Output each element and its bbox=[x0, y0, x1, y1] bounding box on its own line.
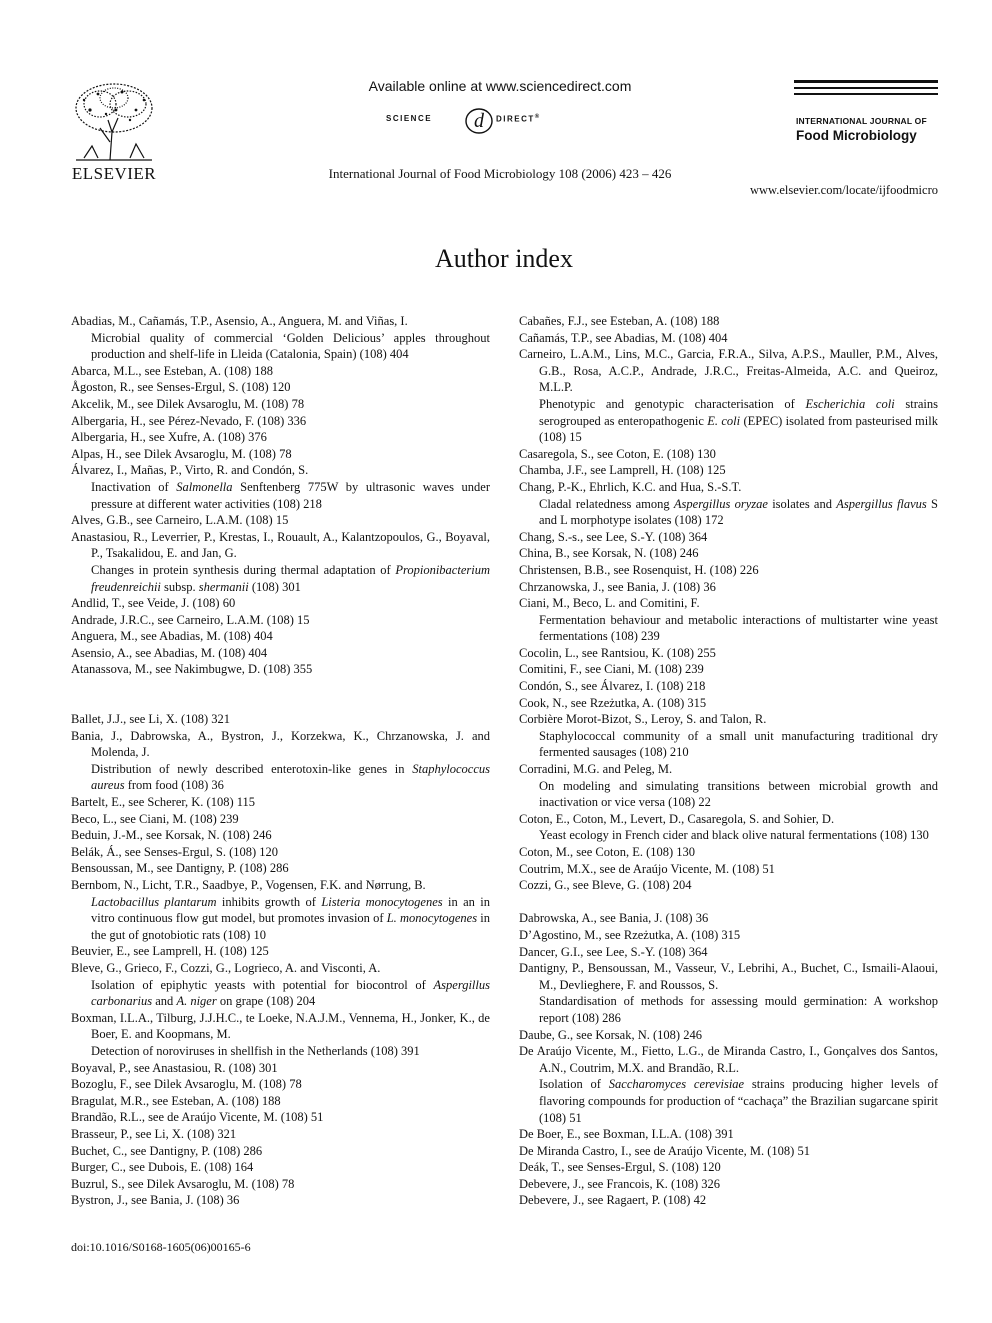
entry-authors: Brandão, R.L., see de Araújo Vicente, M. (108) 51 bbox=[71, 1110, 324, 1125]
index-entry bbox=[519, 330, 938, 347]
index-entry bbox=[519, 960, 938, 1026]
index-entry bbox=[519, 910, 938, 927]
entry-authors: De Boer, E., see Boxman, I.L.A. (108) 391 bbox=[519, 1127, 734, 1142]
header-rule-top bbox=[794, 80, 938, 83]
index-entry bbox=[71, 612, 490, 629]
index-entry bbox=[71, 811, 490, 828]
index-entry bbox=[71, 711, 490, 728]
index-entry bbox=[71, 462, 490, 512]
entry-authors: Chrzanowska, J., see Bania, J. (108) 36 bbox=[519, 579, 716, 594]
index-entry bbox=[519, 695, 938, 712]
svg-text:d: d bbox=[474, 110, 484, 132]
index-entry bbox=[71, 446, 490, 463]
entry-authors: Bozoglu, F., see Dilek Avsaroglu, M. (108) 78 bbox=[71, 1077, 302, 1092]
entry-authors: Cocolin, L., see Rantsiou, K. (108) 255 bbox=[519, 645, 716, 660]
entry-authors: Coton, E., Coton, M., Levert, D., Casaregola, S. and Sohier, D. bbox=[519, 811, 835, 826]
entry-authors: Anastasiou, R., Leverrier, P., Krestas, I., Rouault, A., Kalantzopoulos, G., Boyaval, P., Tsakalidou, E. and Jan, G. bbox=[71, 529, 490, 561]
index-entry bbox=[71, 1076, 490, 1093]
entry-authors: Bania, J., Dabrowska, A., Bystron, J., Korzekwa, K., Chrzanowska, J. and Molenda, J. bbox=[71, 728, 490, 760]
entry-authors: Beuvier, E., see Lamprell, H. (108) 125 bbox=[71, 944, 269, 959]
index-entry bbox=[71, 396, 490, 413]
entry-authors: Asensio, A., see Abadias, M. (108) 404 bbox=[71, 645, 268, 660]
journal-name-line1: INTERNATIONAL JOURNAL OF bbox=[796, 116, 927, 126]
sciencedirect-logo bbox=[386, 102, 576, 138]
entry-authors: De Miranda Castro, I., see de Araújo Vicente, M. (108) 51 bbox=[519, 1143, 810, 1158]
entry-authors: Anguera, M., see Abadias, M. (108) 404 bbox=[71, 629, 273, 644]
entry-authors: Atanassova, M., see Nakimbugwe, D. (108) 355 bbox=[71, 662, 313, 677]
elsevier-wordmark: ELSEVIER bbox=[71, 164, 157, 183]
entry-authors: Alves, G.B., see Carneiro, L.A.M. (108) 15 bbox=[71, 513, 289, 528]
entry-authors: Cozzi, G., see Bleve, G. (108) 204 bbox=[519, 878, 692, 893]
entry-authors: Condón, S., see Álvarez, I. (108) 218 bbox=[519, 679, 706, 694]
index-entry bbox=[519, 545, 938, 562]
entry-title: Fermentation behaviour and metabolic interactions of multistarter wine yeast fermentations (108) 239 bbox=[539, 612, 938, 644]
entry-authors: Ågoston, R., see Senses-Ergul, S. (108) 120 bbox=[71, 380, 291, 395]
index-entry bbox=[519, 1027, 938, 1044]
entry-title: Distribution of newly described enterotoxin-like genes in Staphylococcus aureus from food (108) 36 bbox=[91, 761, 490, 793]
index-entry bbox=[519, 579, 938, 596]
entry-title: Staphylococcal community of a small unit manufacturing traditional dry fermented sausages (108) 210 bbox=[539, 728, 938, 760]
index-entry bbox=[71, 877, 490, 943]
entry-authors: Bystron, J., see Bania, J. (108) 36 bbox=[71, 1193, 240, 1208]
entry-authors: Daube, G., see Korsak, N. (108) 246 bbox=[519, 1027, 702, 1042]
entry-title: Yeast ecology in French cider and black olive natural fermentations (108) 130 bbox=[539, 828, 929, 843]
entry-authors: Burger, C., see Dubois, E. (108) 164 bbox=[71, 1160, 254, 1175]
index-entry bbox=[519, 1143, 938, 1160]
entry-title: On modeling and simulating transitions between microbial growth and inactivation or vice versa (108) 22 bbox=[539, 778, 938, 810]
entry-authors: Bragulat, M.R., see Esteban, A. (108) 188 bbox=[71, 1093, 281, 1108]
index-entry bbox=[71, 379, 490, 396]
entry-authors: D’Agostino, M., see Rzeżutka, A. (108) 315 bbox=[519, 927, 741, 942]
index-entry bbox=[519, 877, 938, 894]
entry-authors: Albergaria, H., see Xufre, A. (108) 376 bbox=[71, 430, 267, 445]
entry-authors: Bartelt, E., see Scherer, K. (108) 115 bbox=[71, 795, 256, 810]
entry-title: Inactivation of Salmonella Senftenberg 775W by ultrasonic waves under pressure at different water activities (108) 218 bbox=[91, 479, 490, 511]
sciencedirect-left-word: SCIENCE bbox=[386, 114, 433, 123]
index-entry bbox=[71, 1176, 490, 1193]
journal-url[interactable]: www.elsevier.com/locate/ijfoodmicro bbox=[749, 183, 938, 197]
entry-authors: Debevere, J., see Ragaert, P. (108) 42 bbox=[519, 1193, 707, 1208]
entry-authors: Boyaval, P., see Anastasiou, R. (108) 301 bbox=[71, 1060, 278, 1075]
index-entry bbox=[71, 363, 490, 380]
entry-title: Changes in protein synthesis during thermal adaptation of Propionibacterium freudenreichii subsp. shermanii (108) 301 bbox=[91, 562, 490, 594]
entry-title: Isolation of epiphytic yeasts with potential for biocontrol of Aspergillus carbonarius and A. niger on grape (108) 204 bbox=[91, 977, 490, 1009]
entry-authors: Beco, L., see Ciani, M. (108) 239 bbox=[71, 811, 239, 826]
index-entry bbox=[519, 529, 938, 546]
index-entry bbox=[71, 794, 490, 811]
entry-authors: Comitini, F., see Ciani, M. (108) 239 bbox=[519, 662, 704, 677]
entry-title: Standardisation of methods for assessing mould germination: A workshop report (108) 286 bbox=[539, 994, 938, 1025]
entry-authors: Ciani, M., Beco, L. and Comitini, F. bbox=[519, 596, 700, 611]
entry-authors: Chang, P.-K., Ehrlich, K.C. and Hua, S.-S.T. bbox=[519, 479, 742, 494]
index-entry bbox=[71, 512, 490, 529]
letter-group-spacer bbox=[519, 894, 938, 911]
index-entry bbox=[71, 1109, 490, 1126]
letter-group-spacer bbox=[71, 678, 490, 711]
entry-authors: Ballet, J.J., see Li, X. (108) 321 bbox=[71, 712, 231, 727]
entry-title: Isolation of Saccharomyces cerevisiae strains producing higher levels of flavoring compounds for production of “cachaça” the Brazilian sugarcane spirit (108) 51 bbox=[539, 1077, 939, 1125]
index-entry bbox=[71, 827, 490, 844]
entry-authors: Debevere, J., see Francois, K. (108) 326 bbox=[519, 1176, 720, 1191]
entry-authors: Albergaria, H., see Pérez-Nevado, F. (108) 336 bbox=[71, 413, 307, 428]
index-entry bbox=[519, 661, 938, 678]
index-entry bbox=[71, 960, 490, 1010]
index-entry bbox=[519, 861, 938, 878]
page-title: Author index bbox=[435, 244, 573, 273]
journal-citation: International Journal of Food Microbiology 108 (2006) 423 – 426 bbox=[328, 166, 672, 181]
entry-authors: Andrade, J.R.C., see Carneiro, L.A.M. (108) 15 bbox=[71, 612, 310, 627]
registered-mark: ® bbox=[534, 114, 541, 120]
entry-authors: Belák, Á., see Senses-Ergul, S. (108) 120 bbox=[71, 844, 279, 859]
doi: doi:10.1016/S0168-1605(06)00165-6 bbox=[71, 1240, 251, 1254]
entry-authors: Coutrim, M.X., see de Araújo Vicente, M. (108) 51 bbox=[519, 861, 775, 876]
index-entry bbox=[519, 446, 938, 463]
entry-title: Phenotypic and genotypic characterisation of Escherichia coli strains serogrouped as enteropathogenic E. coli (EPEC) isolated from pasteurised milk (108) 15 bbox=[539, 396, 939, 445]
entry-authors: Álvarez, I., Mañas, P., Virto, R. and Condón, S. bbox=[71, 463, 309, 478]
entry-authors: Abarca, M.L., see Esteban, A. (108) 188 bbox=[71, 363, 274, 378]
index-entry bbox=[519, 761, 938, 811]
entry-authors: Andlid, T., see Veide, J. (108) 60 bbox=[71, 596, 236, 611]
index-entry bbox=[71, 429, 490, 446]
entry-authors: De Araújo Vicente, M., Fietto, L.G., de Miranda Castro, I., Gonçalves dos Santos, A.N., Coutrim, M.X. and Brandão, R.L. bbox=[519, 1044, 938, 1075]
index-entry bbox=[519, 462, 938, 479]
sciencedirect-at-icon bbox=[462, 102, 496, 138]
index-entry bbox=[71, 1060, 490, 1077]
entry-authors: Cabañes, F.J., see Esteban, A. (108) 188 bbox=[519, 314, 720, 328]
index-entry bbox=[71, 1192, 490, 1209]
entry-authors: Casaregola, S., see Coton, E. (108) 130 bbox=[519, 446, 716, 461]
index-entry bbox=[71, 1159, 490, 1176]
index-entry bbox=[519, 346, 938, 446]
index-entry bbox=[71, 661, 490, 678]
entry-authors: Chamba, J.F., see Lamprell, H. (108) 125 bbox=[519, 463, 726, 478]
available-online-text: Available online at www.sciencedirect.com bbox=[368, 78, 632, 94]
index-entry bbox=[71, 1143, 490, 1160]
elsevier-logo bbox=[66, 80, 162, 184]
entry-authors: Brasseur, P., see Li, X. (108) 321 bbox=[71, 1126, 237, 1141]
entry-title: Lactobacillus plantarum inhibits growth of Listeria monocytogenes in an in vitro continuous flow gut model, but promotes invasion of L. monocytogenes in the gut of gnotobiotic rats (108) 10 bbox=[91, 894, 490, 942]
index-entry bbox=[519, 645, 938, 662]
index-entry bbox=[71, 943, 490, 960]
entry-authors: Deák, T., see Senses-Ergul, S. (108) 120 bbox=[519, 1160, 721, 1175]
entry-title: Microbial quality of commercial ‘Golden Delicious’ apples throughout production and shelf-life in Lleida (Catalonia, Spain) (108) 404 bbox=[91, 330, 490, 362]
entry-authors: Buchet, C., see Dantigny, P. (108) 286 bbox=[71, 1143, 263, 1158]
entry-authors: Carneiro, L.A.M., Lins, M.C., Garcia, F.R.A., Silva, A.P.S., Mauller, P.M., Alves, G.B., Rosa, A.C.P., Andrade, J.R.C., Freitas-Almeida, A.C. and Queiroz, M.L.P. bbox=[519, 347, 938, 395]
entry-authors: Alpas, H., see Dilek Avsaroglu, M. (108) 78 bbox=[71, 446, 292, 461]
index-entry bbox=[71, 1126, 490, 1143]
index-entry bbox=[71, 1010, 490, 1060]
entry-authors: China, B., see Korsak, N. (108) 246 bbox=[519, 546, 699, 561]
tree-icon bbox=[70, 80, 158, 162]
header-rule-2 bbox=[794, 87, 938, 89]
index-entry bbox=[71, 313, 490, 363]
entry-authors: Christensen, B.B., see Rosenquist, H. (108) 226 bbox=[519, 562, 759, 577]
entry-authors: Bleve, G., Grieco, F., Cozzi, G., Logrieco, A. and Visconti, A. bbox=[71, 960, 381, 975]
entry-authors: Bernbom, N., Licht, T.R., Saadbye, P., Vogensen, F.K. and Nørrung, B. bbox=[71, 878, 426, 892]
entry-authors: Boxman, I.L.A., Tilburg, J.J.H.C., te Loeke, N.A.J.M., Vennema, H., Jonker, K., de Boer, E. and Koopmans, M. bbox=[71, 1010, 490, 1042]
index-entry bbox=[71, 628, 490, 645]
entry-authors: Cañamás, T.P., see Abadias, M. (108) 404 bbox=[519, 330, 728, 345]
index-entry bbox=[519, 313, 938, 330]
index-entry bbox=[519, 479, 938, 529]
entry-authors: Abadias, M., Cañamás, T.P., Asensio, A., Anguera, M. and Viñas, I. bbox=[71, 314, 408, 328]
index-entry bbox=[519, 844, 938, 861]
entry-authors: Bensoussan, M., see Dantigny, P. (108) 286 bbox=[71, 861, 289, 876]
index-entry bbox=[519, 1192, 938, 1209]
header-rule-3 bbox=[794, 93, 938, 95]
index-entry bbox=[519, 678, 938, 695]
entry-authors: Dantigny, P., Bensoussan, M., Vasseur, V., Lebrihi, A., Buchet, C., Ismaili-Alaoui, M., Devlieghere, F. and Roussos, S. bbox=[519, 961, 938, 992]
index-entry bbox=[71, 413, 490, 430]
index-column-left bbox=[71, 313, 490, 1209]
index-entry bbox=[519, 1043, 938, 1126]
entry-authors: Corbière Morot-Bizot, S., Leroy, S. and Talon, R. bbox=[519, 712, 767, 727]
index-entry bbox=[71, 728, 490, 794]
sciencedirect-right-label: DIRECT bbox=[496, 114, 535, 124]
entry-title: Cladal relatedness among Aspergillus oryzae isolates and Aspergillus flavus S and L morphotype isolates (108) 172 bbox=[539, 496, 939, 528]
index-entry bbox=[71, 860, 490, 877]
index-entry bbox=[519, 927, 938, 944]
entry-authors: Buzrul, S., see Dilek Avsaroglu, M. (108) 78 bbox=[71, 1176, 295, 1191]
index-entry bbox=[519, 711, 938, 761]
entry-authors: Akcelik, M., see Dilek Avsaroglu, M. (108) 78 bbox=[71, 396, 305, 411]
entry-authors: Dabrowska, A., see Bania, J. (108) 36 bbox=[519, 911, 709, 926]
index-entry bbox=[71, 844, 490, 861]
index-entry bbox=[71, 1093, 490, 1110]
journal-name-line2: Food Microbiology bbox=[796, 128, 917, 143]
entry-authors: Coton, M., see Coton, E. (108) 130 bbox=[519, 845, 696, 859]
sciencedirect-right-word bbox=[496, 114, 541, 124]
index-entry bbox=[519, 1176, 938, 1193]
index-entry bbox=[519, 562, 938, 579]
index-entry bbox=[519, 595, 938, 645]
entry-authors: Cook, N., see Rzeżutka, A. (108) 315 bbox=[519, 695, 707, 710]
index-column-right bbox=[519, 313, 938, 1209]
index-entry bbox=[71, 529, 490, 595]
entry-title: Detection of noroviruses in shellfish in the Netherlands (108) 391 bbox=[91, 1043, 420, 1058]
index-entry bbox=[519, 811, 938, 844]
index-entry bbox=[71, 595, 490, 612]
entry-authors: Chang, S.-s., see Lee, S.-Y. (108) 364 bbox=[519, 529, 708, 544]
index-entry bbox=[519, 1126, 938, 1143]
entry-authors: Beduin, J.-M., see Korsak, N. (108) 246 bbox=[71, 828, 272, 843]
entry-authors: Corradini, M.G. and Peleg, M. bbox=[519, 762, 673, 777]
index-entry bbox=[71, 645, 490, 662]
index-entry bbox=[519, 944, 938, 961]
index-entry bbox=[519, 1159, 938, 1176]
entry-authors: Dancer, G.I., see Lee, S.-Y. (108) 364 bbox=[519, 944, 708, 959]
